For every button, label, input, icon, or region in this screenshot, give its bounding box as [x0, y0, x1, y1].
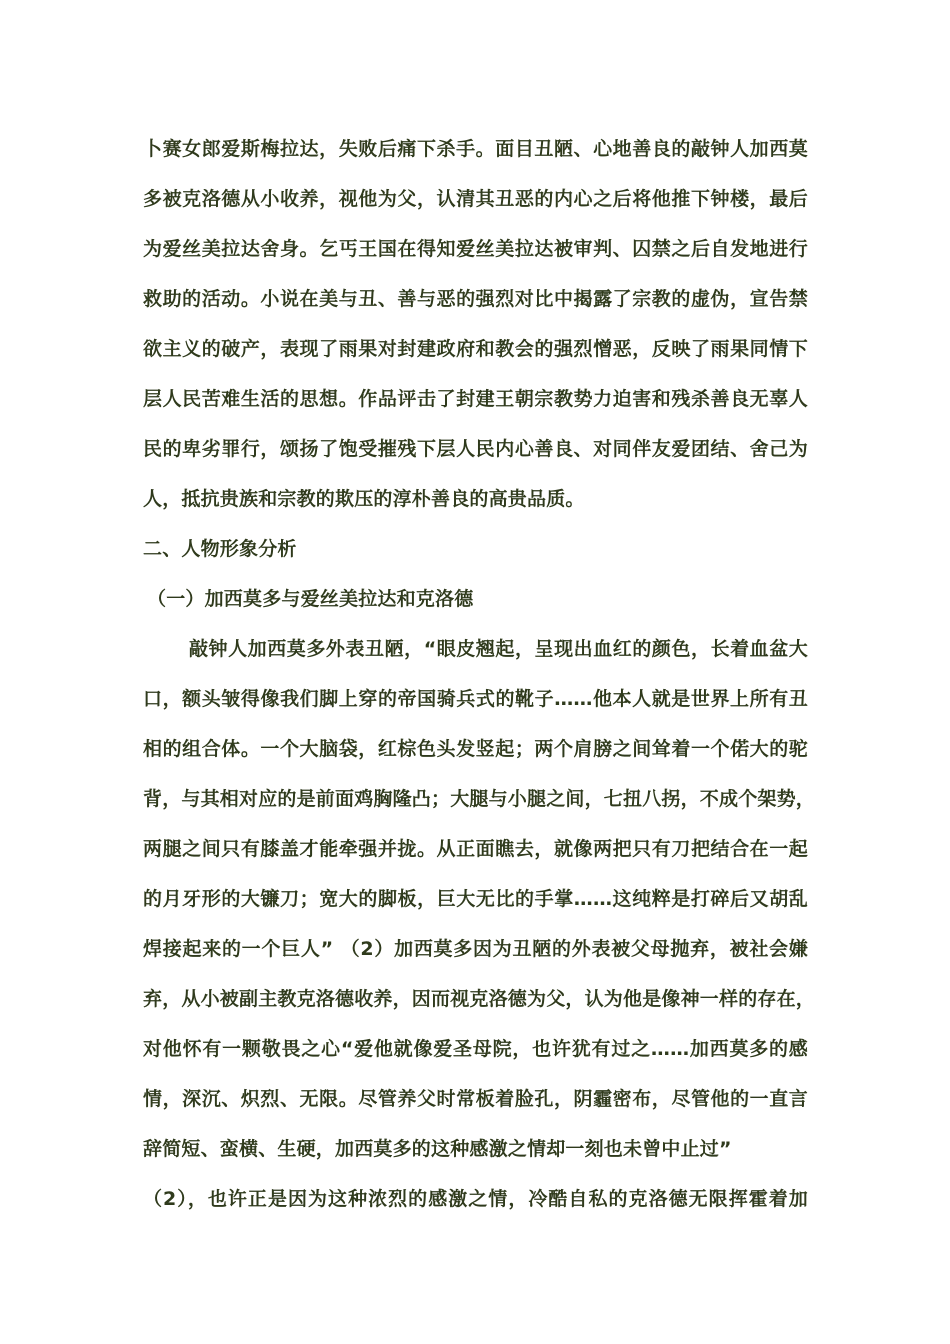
text-line: 口，额头皱得像我们脚上穿的帝国骑兵式的靴子……他本人就是世界上所有丑 [143, 688, 808, 710]
text-line: 对他怀有一颗敬畏之心“爱他就像爱圣母院，也许犹有过之……加西莫多的感 [143, 1038, 808, 1060]
section-heading: 二、人物形象分析 [143, 538, 297, 560]
text-line: 民的卑劣罪行，颂扬了饱受摧残下层人民内心善良、对同伴友爱团结、舍己为 [143, 438, 808, 460]
text-line: 弃，从小被副主教克洛德收养，因而视克洛德为父，认为他是像神一样的存在， [143, 988, 816, 1010]
text-line: 多被克洛德从小收养，视他为父，认清其丑恶的内心之后将他推下钟楼，最后 [143, 188, 808, 210]
text-line: （2），也许正是因为这种浓烈的感激之情，冷酷自私的克洛德无限挥霍着加 [143, 1188, 808, 1210]
text-line: 的月牙形的大镰刀；宽大的脚板，巨大无比的手掌……这纯粹是打碎后又胡乱 [143, 888, 808, 910]
text-line: 相的组合体。一个大脑袋，红棕色头发竖起；两个肩膀之间耸着一个偌大的驼 [143, 738, 808, 760]
text-line: 辞简短、蛮横、生硬，加西莫多的这种感激之情却一刻也未曾中止过” [143, 1138, 732, 1160]
text-line: 卜赛女郎爱斯梅拉达，失败后痛下杀手。面目丑陋、心地善良的敲钟人加西莫 [143, 138, 808, 160]
subsection-heading: （一）加西莫多与爱丝美拉达和克洛德 [147, 588, 474, 610]
text-line: 背，与其相对应的是前面鸡胸隆凸；大腿与小腿之间，七扭八拐，不成个架势， [143, 788, 816, 810]
text-line: 救助的活动。小说在美与丑、善与恶的强烈对比中揭露了宗教的虚伪，宣告禁 [143, 288, 808, 310]
text-line: 欲主义的破产，表现了雨果对封建政府和教会的强烈憎恶，反映了雨果同情下 [143, 338, 808, 360]
paragraph-character-analysis [143, 624, 816, 1224]
text-line: 为爱丝美拉达舍身。乞丐王国在得知爱丝美拉达被审判、囚禁之后自发地进行 [143, 238, 808, 260]
text-line: 焊接起来的一个巨人” （2）加西莫多因为丑陋的外表被父母抛弃，被社会嫌 [143, 938, 808, 960]
document-page [143, 124, 816, 1224]
paragraph-summary [143, 124, 808, 524]
text-line: 人，抵抗贵族和宗教的欺压的淳朴善良的高贵品质。 [143, 488, 585, 510]
text-line: 敲钟人加西莫多外表丑陋，“眼皮翘起，呈现出血红的颜色，长着血盆大 [189, 638, 808, 660]
text-line: 层人民苦难生活的思想。作品评击了封建王朝宗教势力迫害和残杀善良无辜人 [143, 388, 808, 410]
text-line: 两腿之间只有膝盖才能牵强并拢。从正面瞧去，就像两把只有刀把结合在一起 [143, 838, 808, 860]
text-line: 情，深沉、炽烈、无限。尽管养父时常板着脸孔，阴霾密布，尽管他的一直言 [143, 1088, 808, 1110]
